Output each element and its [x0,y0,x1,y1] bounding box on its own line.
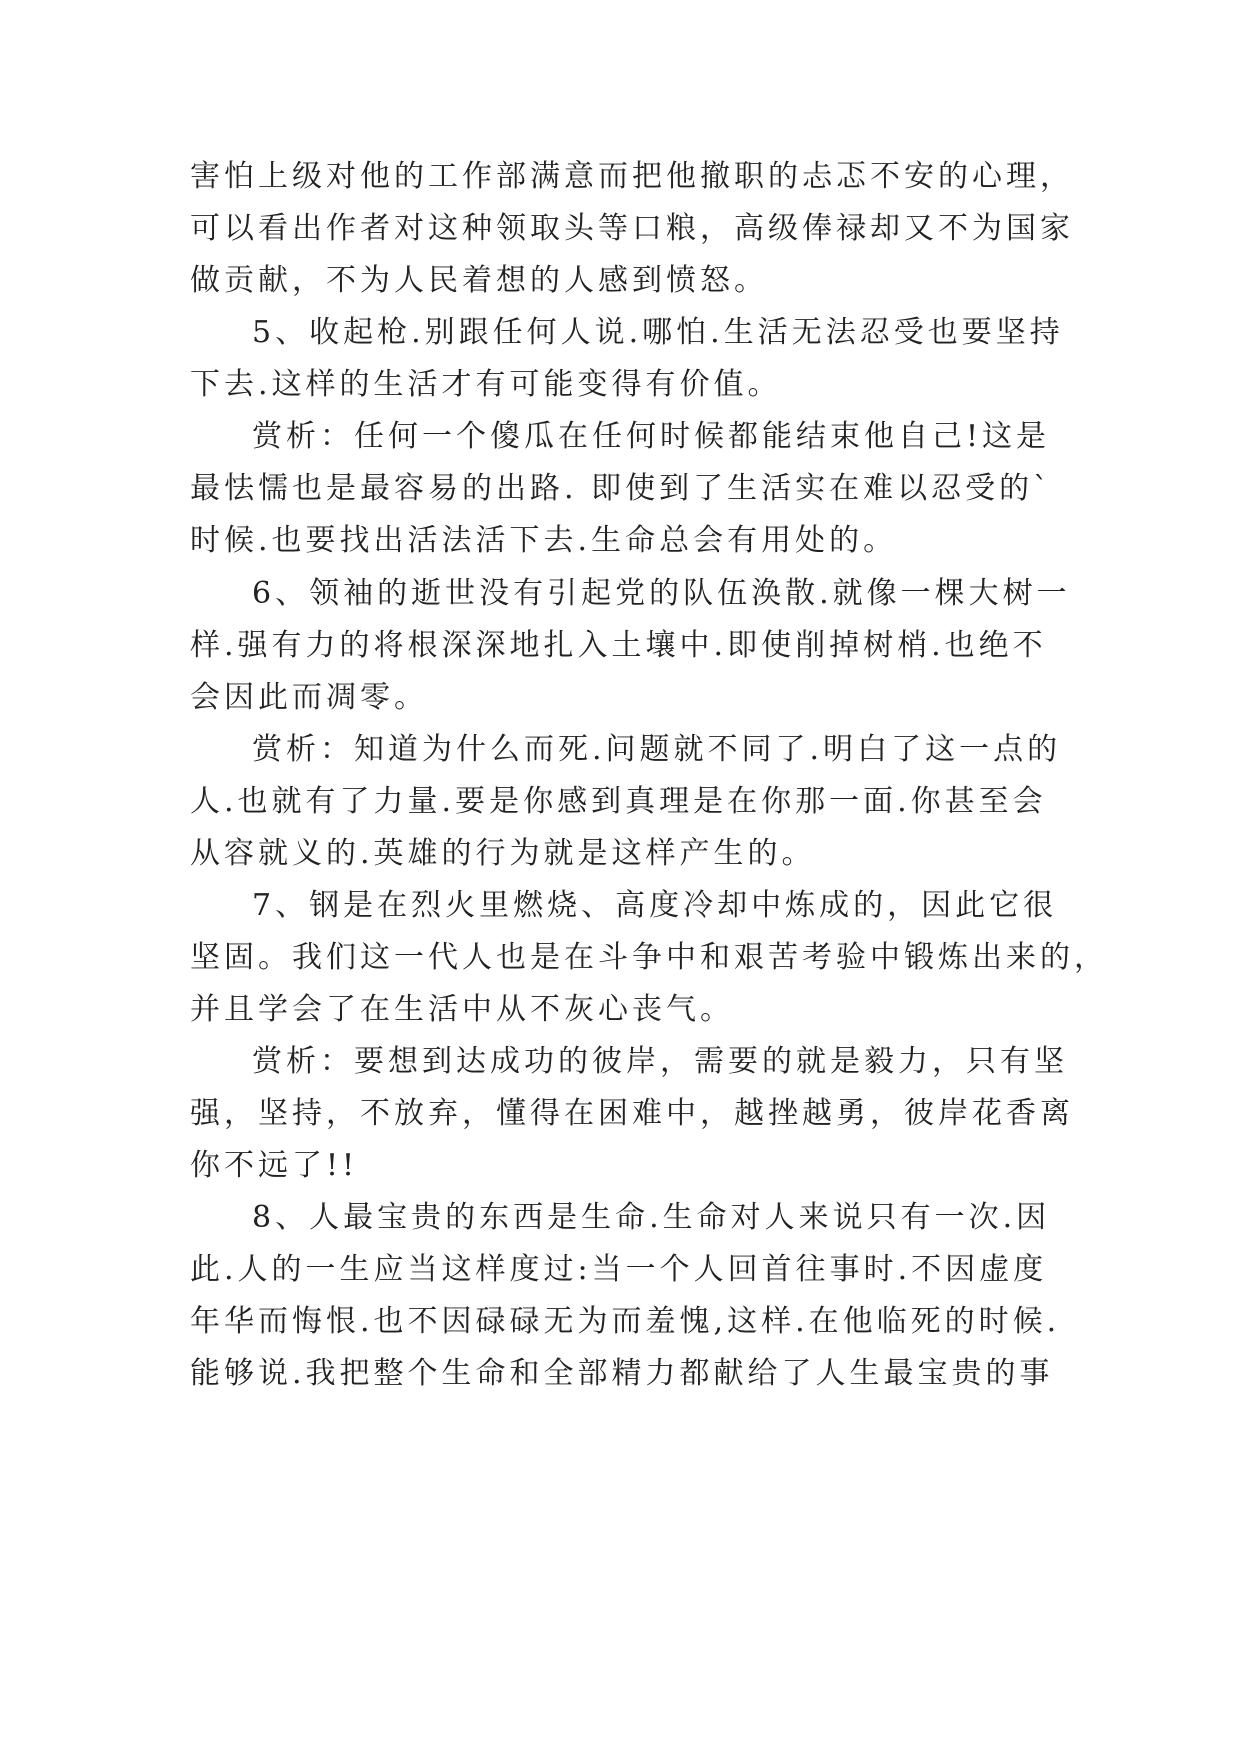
text-line: 从容就义的.英雄的行为就是这样产生的。 [190,836,816,871]
text-line: 强，坚持，不放弃，懂得在困难中，越挫越勇，彼岸花香离 [190,1096,1074,1131]
text-line: 最怯懦也是最容易的出路. 即使到了生活实在难以忍受的` [190,471,1053,506]
text-line: 7、钢是在烈火里燃烧、高度冷却中炼成的，因此它很 [252,888,1058,923]
text-line: 赏析：要想到达成功的彼岸，需要的就是毅力，只有坚 [252,1044,1068,1079]
text-line: 年华而悔恨.也不因碌碌无为而羞愧,这样.在他临死的时候. [190,1304,1061,1339]
text-line: 样.强有力的将根深深地扎入土壤中.即使削掉树梢.也绝不 [190,628,1047,663]
text-line: 人.也就有了力量.要是你感到真理是在你那一面.你甚至会 [190,784,1047,819]
text-line: 坚固。我们这一代人也是在斗争中和艰苦考验中锻炼出来的， [190,940,1108,975]
text-line: 做贡献，不为人民着想的人感到愤怒。 [190,263,768,298]
text-line: 8、人最宝贵的东西是生命.生命对人来说只有一次.因 [252,1200,1051,1235]
text-line: 害怕上级对他的工作部满意而把他撤职的忐忑不安的心理， [190,159,1074,194]
text-line: 赏析：任何一个傻瓜在任何时候都能结束他自己!这是 [252,419,1051,454]
text-line: 下去.这样的生活才有可能变得有价值。 [190,367,782,402]
text-line: 并且学会了在生活中从不灰心丧气。 [190,992,734,1027]
text-line: 可以看出作者对这种领取头等口粮，高级俸禄却又不为国家 [190,211,1074,246]
text-line: 6、领袖的逝世没有引起党的队伍涣散.就像一棵大树一 [252,576,1071,611]
text-line: 时候.也要找出活法活下去.生命总会有用处的。 [190,523,898,558]
text-line: 能够说.我把整个生命和全部精力都献给了人生最宝贵的事 [190,1356,1054,1391]
text-line: 会因此而凋零。 [190,680,428,715]
text-line: 你不远了!! [190,1148,359,1183]
text-line: 赏析：知道为什么而死.问题就不同了.明白了这一点的 [252,732,1062,767]
text-line: 此.人的一生应当这样度过:当一个人回首往事时.不因虚度 [190,1252,1048,1287]
text-line: 5、收起枪.别跟任何人说.哪怕.生活无法忍受也要坚持 [252,315,1064,350]
